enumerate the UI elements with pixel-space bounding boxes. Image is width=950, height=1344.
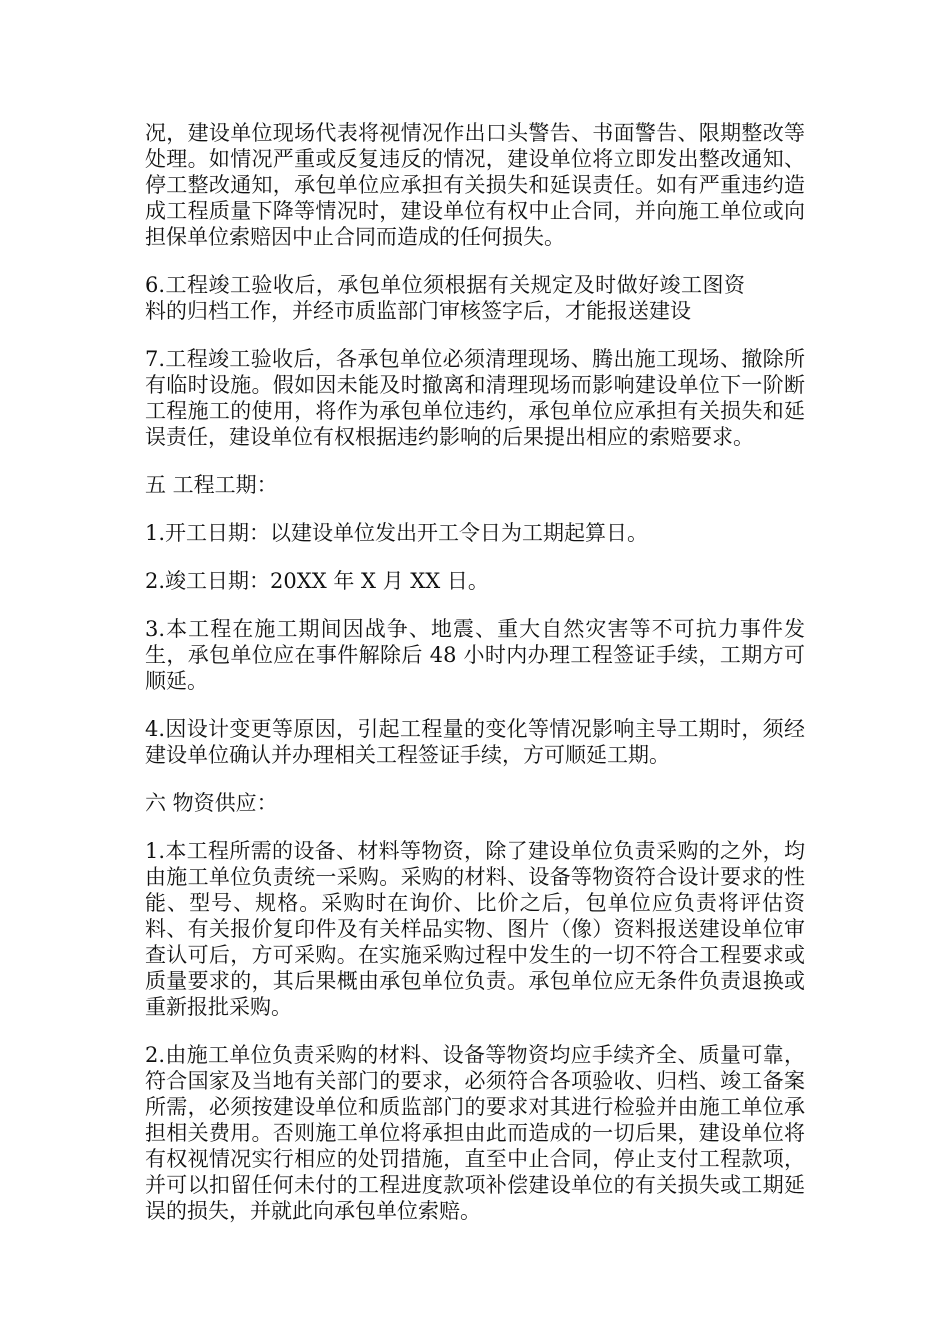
paragraph-procurement: 1.本工程所需的设备、材料等物资，除了建设单位负责采购的之外，均由施工单位负责统一采购。采购的材料、设备等物资符合设计要求的性能、型号、规格。采购时在询价、比价之后，包单位应负责将评估资料、有关报价复印件及有关样品实物、图片（像）资料报送建设单位审查认可后，方可采购。在实施采购过程中发生的一切不符合工程要求或质量要求的，其后果概由承包单位负责。承包单位应无条件负责退换或重新报批采购。 [145, 839, 805, 1019]
paragraph-item-6: 6.工程竣工验收后，承包单位须根据有关规定及时做好竣工图资料的归档工作，并经市质监部门审核签字后，才能报送建设 [145, 273, 745, 323]
paragraph-start-date: 1.开工日期：以建设单位发出开工令日为工期起算日。 [145, 521, 649, 545]
section-heading-supply: 六 物资供应： [145, 791, 278, 815]
paragraph-continued: 况，建设单位现场代表将视情况作出口头警告、书面警告、限期整改等处理。如情况严重或反复违反的情况，建设单位将立即发出整改通知、停工整改通知，承包单位应承担有关损失和延误责任。如有严重违约造成工程质量下降等情况时，建设单位有权中止合同，并向施工单位或向担保单位索赔因中止合同而造成的任何损失。 [145, 121, 805, 249]
section-heading-schedule: 五 工程工期： [145, 473, 278, 497]
paragraph-force-majeure: 3.本工程在施工期间因战争、地震、重大自然灾害等不可抗力事件发生，承包单位应在事件解除后 48 小时内办理工程签证手续，工期方可顺延。 [145, 617, 805, 693]
paragraph-item-7: 7.工程竣工验收后，各承包单位必须清理现场、腾出施工现场、撤除所有临时设施。假如因未能及时撤离和清理现场而影响建设单位下一阶断工程施工的使用，将作为承包单位违约，承包单位应承担有关损失和延误责任，建设单位有权根据违约影响的后果提出相应的索赔要求。 [145, 347, 805, 449]
document-body [145, 120, 805, 1246]
paragraph-completion-date: 2.竣工日期：20XX 年 X 月 XX 日。 [145, 569, 489, 593]
paragraph-design-change: 4.因设计变更等原因，引起工程量的变化等情况影响主导工期时，须经建设单位确认并办理相关工程签证手续，方可顺延工期。 [145, 717, 805, 767]
paragraph-procurement-quality: 2.由施工单位负责采购的材料、设备等物资均应手续齐全、质量可靠，符合国家及当地有关部门的要求，必须符合各项验收、归档、竣工备案所需，必须按建设单位和质监部门的要求对其进行检验并由施工单位承担相关费用。否则施工单位将承担由此而造成的一切后果，建设单位将有权视情况实行相应的处罚措施，直至中止合同，停止支付工程款项，并可以扣留任何未付的工程进度款项补偿建设单位的有关损失或工期延误的损失，并就此向承包单位索赔。 [145, 1043, 805, 1223]
